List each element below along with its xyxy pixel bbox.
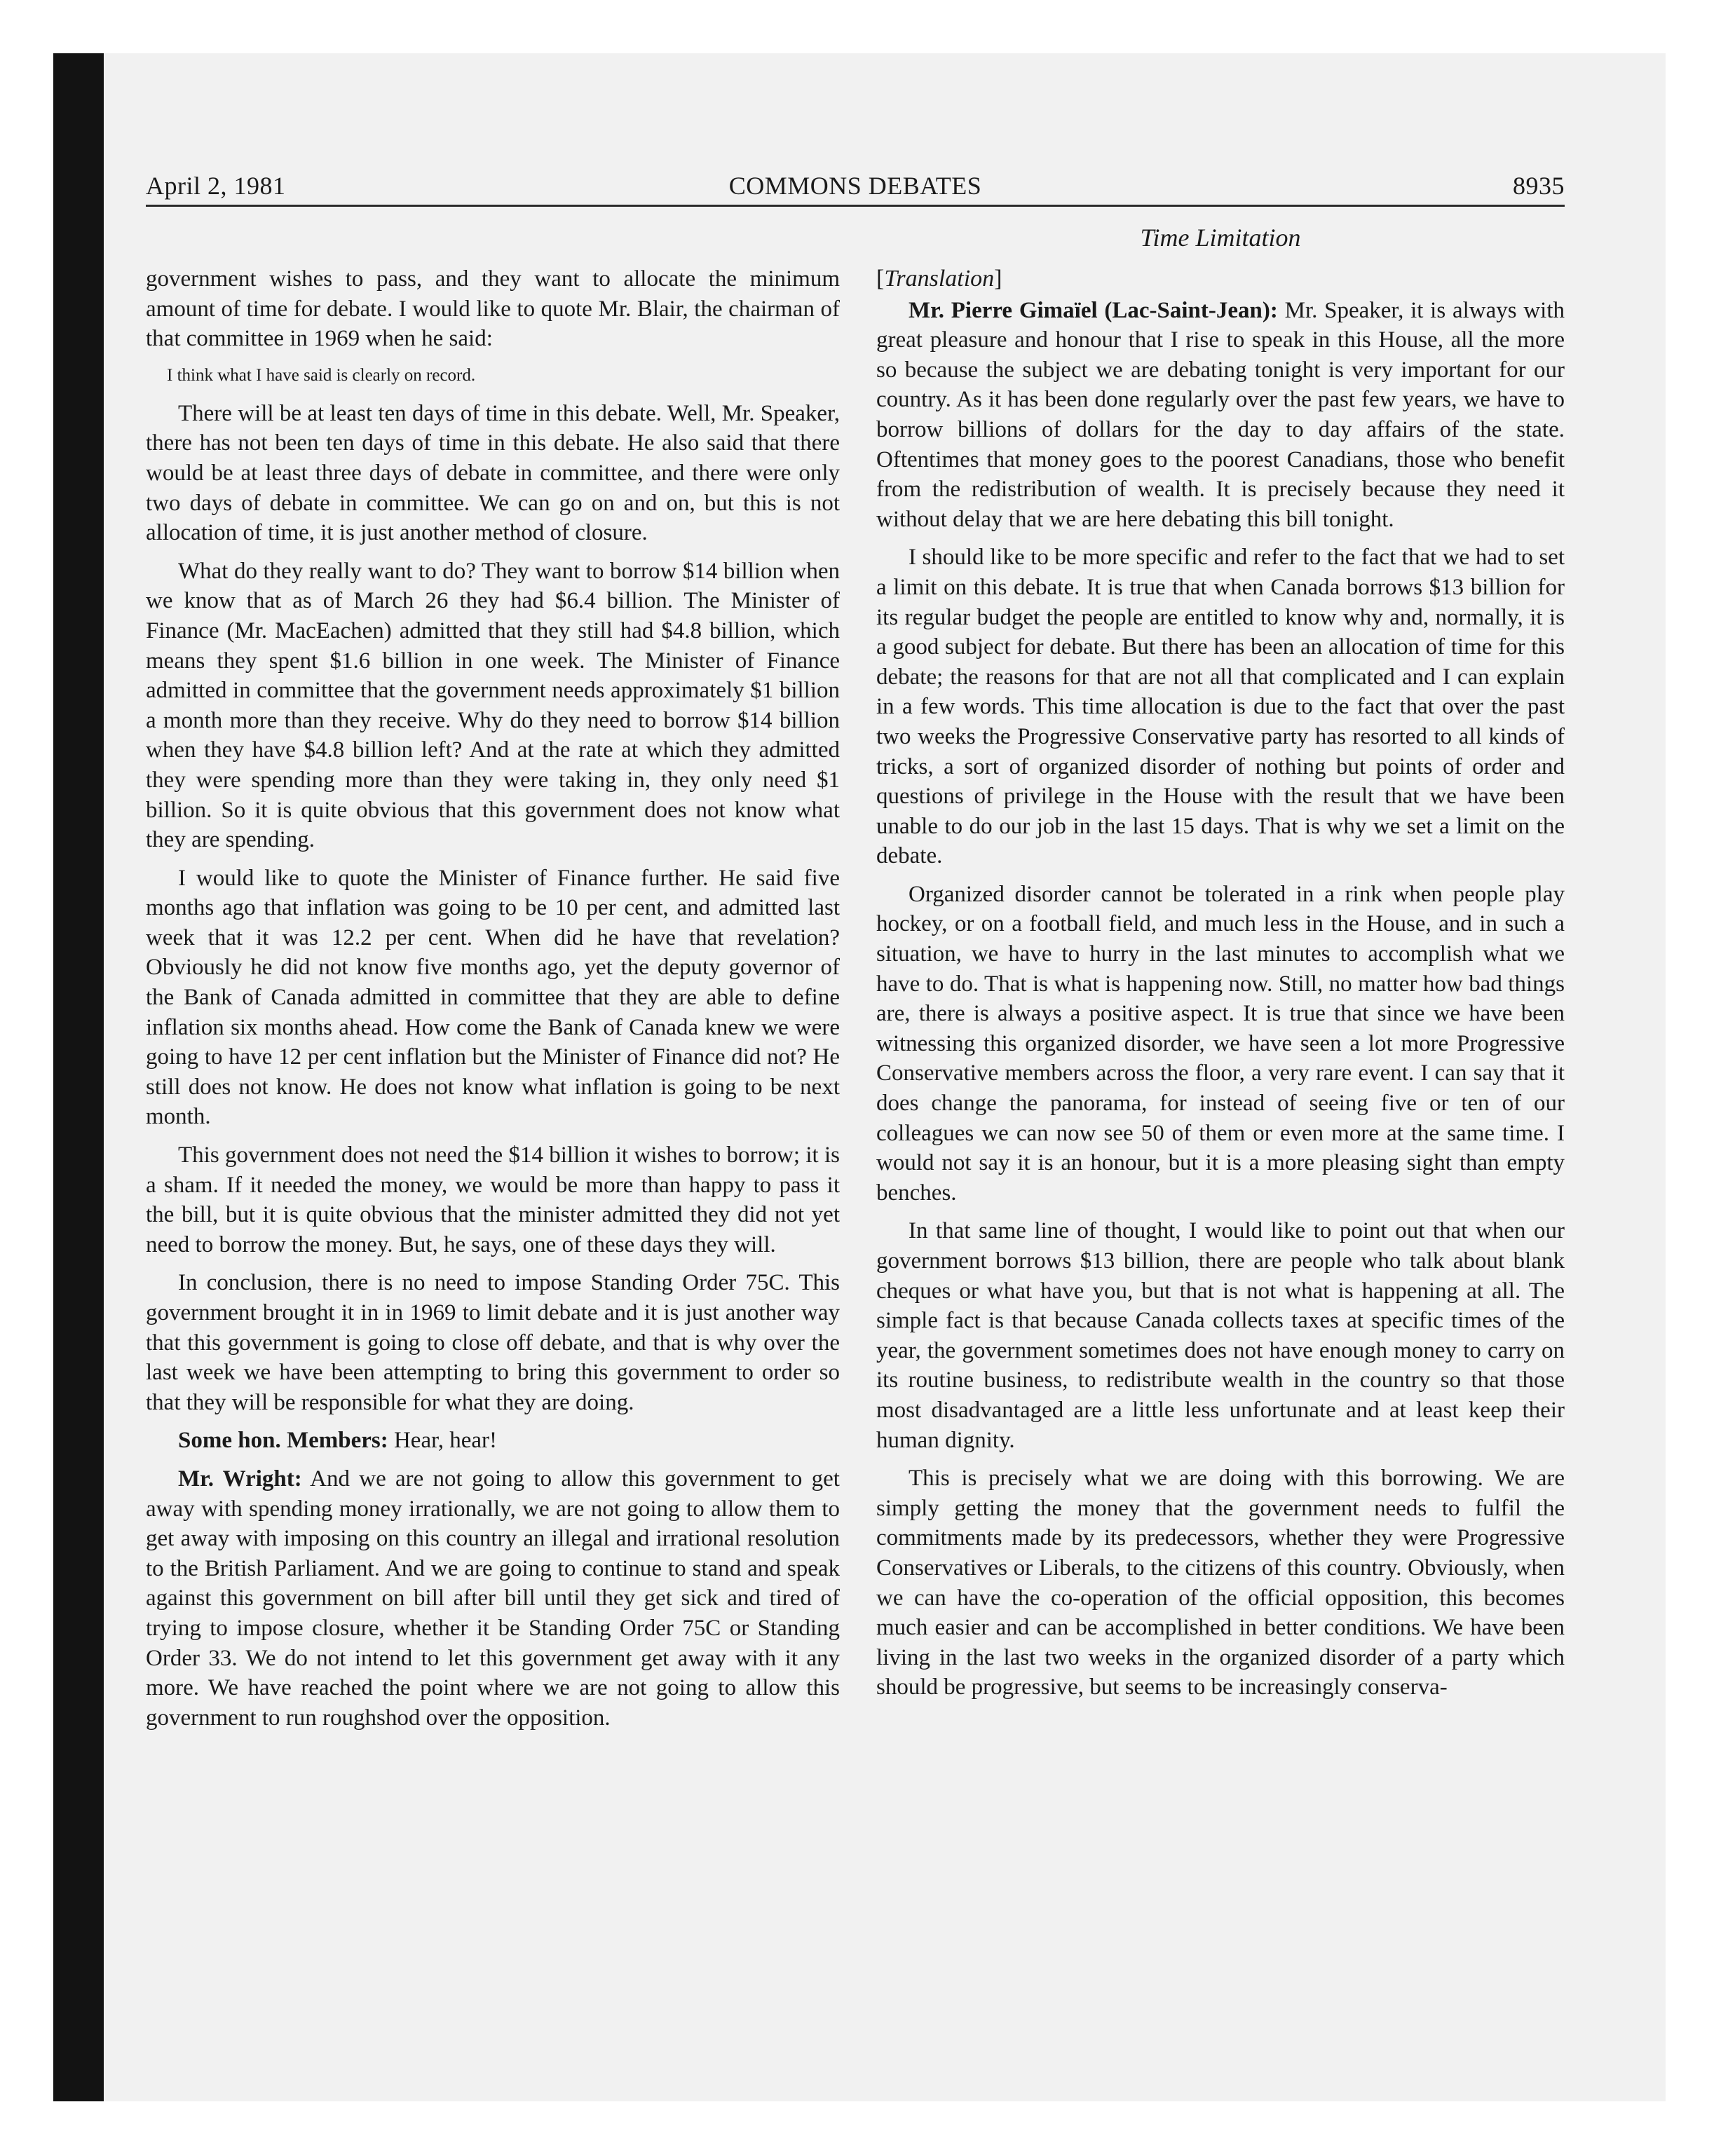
paragraph: In that same line of thought, I would like to point out that when our government borrows $13 billion, there are people who talk about blank cheques or what have you, but that is not what is happening at all. The simple fact is that because Canada collects taxes at specific times of the year, the government sometimes does not have enough money to carry on its routine business, to redistribute wealth in the country so that those most disadvantaged are a little less unfortunate and at least keep their human dignity.: [876, 1218, 1565, 1453]
paragraph: government wishes to pass, and they want to allocate the minimum amount of time for debate. I would like to quote Mr. Blair, the chairman of that committee in 1969 when he said:: [146, 266, 840, 352]
paragraph: Organized disorder cannot be tolerated in a rink when people play hockey, or on a football field, and much less in the House, and in such a situation, we have to hurry in the last minutes to accomplish what we have to do. That is what is happening now. Still, no matter how bad things are, there is always a positive aspect. It is true that since we have been witnessing this organized disorder, we have seen a lot more Progressive Conservative members across the floor, a very rare event. I can say that it does change the panorama, for instead of seeing five or ten of our colleagues we can now see 50 of them or even more at the same time. I would not say it is an honour, but it is a more pleasing sight than empty benches.: [876, 881, 1565, 1206]
speaker-paragraph: [146, 1464, 840, 1733]
block-quote: I think what I have said is clearly on record.: [167, 365, 476, 385]
bracket-open: [: [876, 266, 885, 292]
paragraph: In conclusion, there is no need to impose Standing Order 75C. This government brought it in in 1969 to limit debate and it is just another way that this government is going to close off debate, and that is why over the last week we have been attempting to bring this government to order so that they will be responsible for what they are doing.: [146, 1270, 840, 1415]
paragraph: I should like to be more specific and refer to the fact that we had to set a limit on this debate. It is true that when Canada borrows $13 billion for its regular budget the people are entitled to know why and, normally, it is a good subject for debate. But there has been an allocation of time for this debate; the reasons for that are not all that complicated and I can explain in a few words. This time allocation is due to the fact that over the past two weeks the Progressive Conservative party has resorted to all kinds of tricks, a sort of organized disorder of nothing but points of order and questions of privilege in the House with the result that we have been unable to do our job in the last 15 days. That is why we set a limit on the debate.: [876, 545, 1565, 869]
speaker-name: Some hon. Members:: [178, 1428, 388, 1454]
speech-text: Hear, hear!: [388, 1428, 498, 1454]
paragraph: This is precisely what we are doing with this borrowing. We are simply getting the money that the government needs to fulfil the commitments made by its predecessors, whether they were Progressive Conservatives or Liberals, to the citizens of this country. Obviously, when we can have the co-operation of the official opposition, this becomes much easier and can be accomplished in better conditions. We have been living in the last two weeks in the organized disorder of a party which should be progressive, but seems to be increasingly conserva-: [876, 1466, 1565, 1700]
header-date: April 2, 1981: [146, 172, 286, 200]
translation-word: Translation: [884, 266, 995, 292]
running-head: Time Limitation: [1140, 224, 1301, 252]
right-column: [876, 264, 1565, 1711]
paragraph: What do they really want to do? They want to borrow $14 billion when we know that as of March 26 they had $6.4 billion. The Minister of Finance (Mr. MacEachen) admitted that they still had $4.8 billion, which means they spent $1.6 billion in one week. The Minister of Finance admitted in committee that the government needs approximately $1 billion a month more than they receive. Why do they need to borrow $14 billion when they have $4.8 billion left? And at the rate at which they admitted they were spending more than they were taking in, they only need $1 billion. So it is quite obvious that this government does not know what they are spending.: [146, 558, 840, 853]
speaker-name: Mr. Pierre Gimaïel (Lac-Saint-Jean):: [909, 297, 1278, 323]
speech-text: And we are not going to allow this government to get away with spending money irrationally, we are not going to allow them to get away with imposing on this country an illegal and irrational resolution to the British Parliament. And we are going to continue to stand and speak against this government on bill after bill until they get sick and tired of trying to impose closure, whether it be Standing Order 75C or Standing Order 33. We do not intend to let this government get away with it any more. We have reached the point where we are not going to allow this government to run roughshod over the opposition.: [146, 1466, 840, 1731]
translation-label: [876, 264, 1565, 294]
page-header: [146, 168, 1565, 207]
scan-edge-shadow: [53, 53, 104, 2101]
speaker-paragraph: [146, 1426, 840, 1456]
bracket-close: ]: [994, 266, 1002, 292]
paragraph: There will be at least ten days of time in this debate. Well, Mr. Speaker, there has not been ten days of time in this debate. He also said that there would be at least three days of debate in committee, and there were only two days of debate in committee. We can go on and on, but this is not allocation of time, it is just another method of closure.: [146, 400, 840, 546]
paragraph: I would like to quote the Minister of Finance further. He said five months ago that inflation was going to be 10 per cent, and admitted last week that it was 12.2 per cent. When did he have that revelation? Obviously he did not know five months ago, yet the deputy governor of the Bank of Canada admitted in committee that they are able to define inflation six months ahead. How come the Bank of Canada knew we were going to have 12 per cent inflation but the Minister of Finance did not? He still does not know. He does not know what inflation is going to be next month.: [146, 865, 840, 1130]
paragraph: This government does not need the $14 billion it wishes to borrow; it is a sham. If it needed the money, we would be more than happy to pass it the bill, but it is quite obvious that the minister admitted they did not yet need to borrow the money. But, he says, one of these days they will.: [146, 1142, 840, 1257]
header-title: COMMONS DEBATES: [728, 172, 982, 200]
speaker-paragraph: [876, 296, 1565, 535]
page-number: 8935: [1513, 172, 1565, 200]
left-column: [146, 264, 840, 1741]
speech-text: Mr. Speaker, it is always with great pleasure and honour that I rise to speak in this House, all the more so because the subject we are debating tonight is very important for our country. As it has been done regularly over the past few years, we have to borrow billions of dollars for the day to day affairs of the state. Oftentimes that money goes to the poorest Canadians, those who benefit from the redistribution of wealth. It is precisely because they need it without delay that we are here debating this bill tonight.: [876, 297, 1565, 532]
speaker-name: Mr. Wright:: [178, 1466, 302, 1492]
